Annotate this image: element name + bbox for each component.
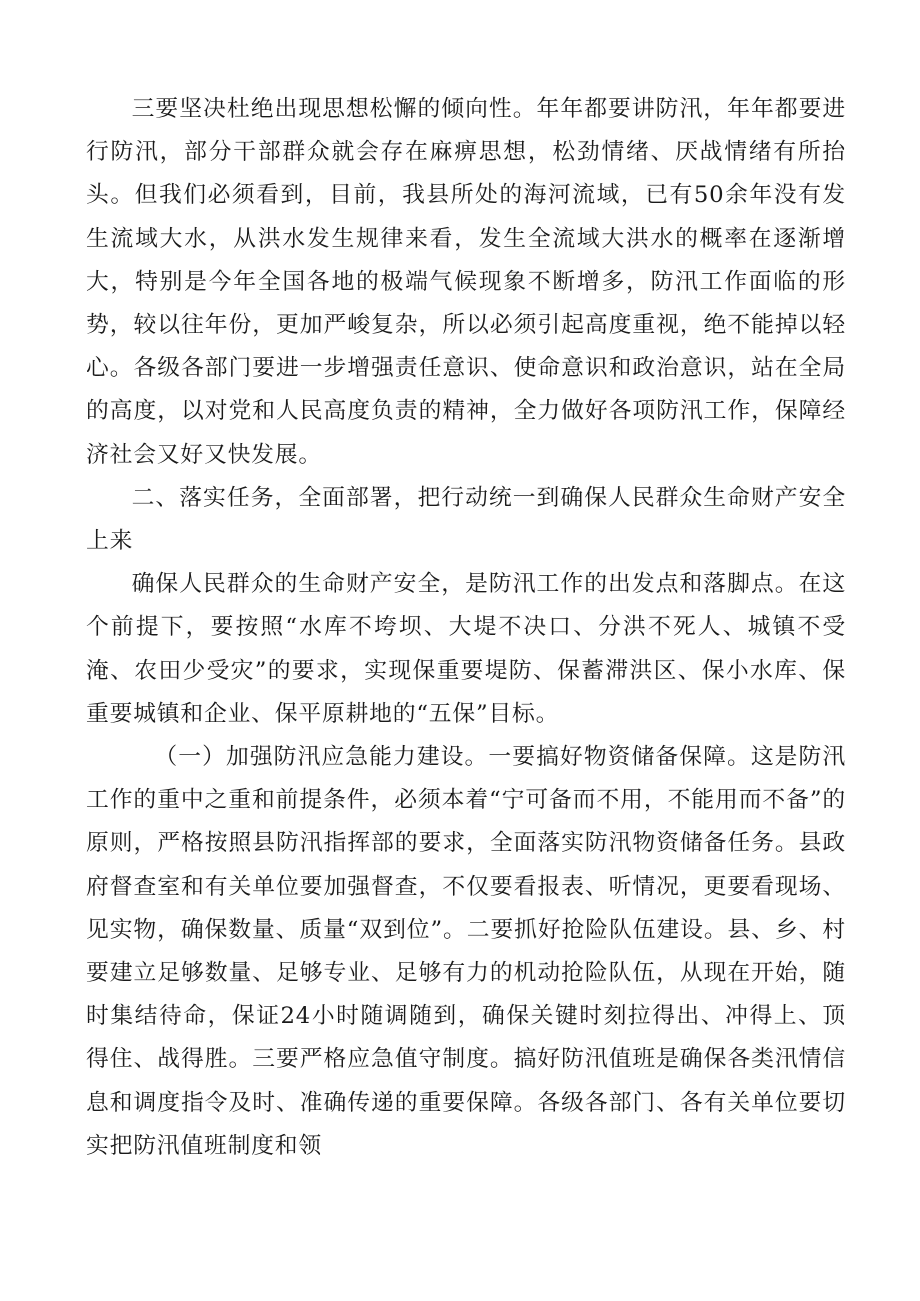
section-heading: 二、落实任务，全面部署，把行动统一到确保人民群众生命财产安全上来: [86, 484, 846, 555]
document-page: [86, 88, 846, 1168]
body-paragraph: 确保人民群众的生命财产安全，是防汛工作的出发点和落脚点。在这个前提下，要按照“水库不垮坝、大堤不决口、分洪不死人、城镇不受淹、农田少受灾”的要求，实现保重要堤防、保蓄滞洪区、保小水库、保重要城镇和企业、保平原耕地的“五保”目标。: [86, 571, 846, 727]
body-paragraph: （一）加强防汛应急能力建设。一要搞好物资储备保障。这是防汛工作的重中之重和前提条件，必须本着“宁可备而不用，不能用而不备”的原则，严格按照县防汛指挥部的要求，全面落实防汛物资储备任务。县政府督查室和有关单位要加强督查，不仅要看报表、听情况，更要看现场、见实物，确保数量、质量“双到位”。二要抓好抢险队伍建设。县、乡、村要建立足够数量、足够专业、足够有力的机动抢险队伍，从现在开始，随时集结待命，保证24小时随调随到，确保关键时刻拉得出、冲得上、顶得住、战得胜。三要严格应急值守制度。搞好防汛值班是确保各类汛情信息和调度指令及时、准确传递的重要保障。各级各部门、各有关单位要切实把防汛值班制度和领: [86, 744, 846, 1159]
body-paragraph: 三要坚决杜绝出现思想松懈的倾向性。年年都要讲防汛，年年都要进行防汛，部分干部群众就会存在麻痹思想，松劲情绪、厌战情绪有所抬头。但我们必须看到，目前，我县所处的海河流域，已有50余年没有发生流域大水，从洪水发生规律来看，发生全流域大洪水的概率在逐渐增大，特别是今年全国各地的极端气候现象不断增多，防汛工作面临的形势，较以往年份，更加严峻复杂，所以必须引起高度重视，绝不能掉以轻心。各级各部门要进一步增强责任意识、使命意识和政治意识，站在全局的高度，以对党和人民高度负责的精神，全力做好各项防汛工作，保障经济社会又好又快发展。: [86, 96, 846, 468]
